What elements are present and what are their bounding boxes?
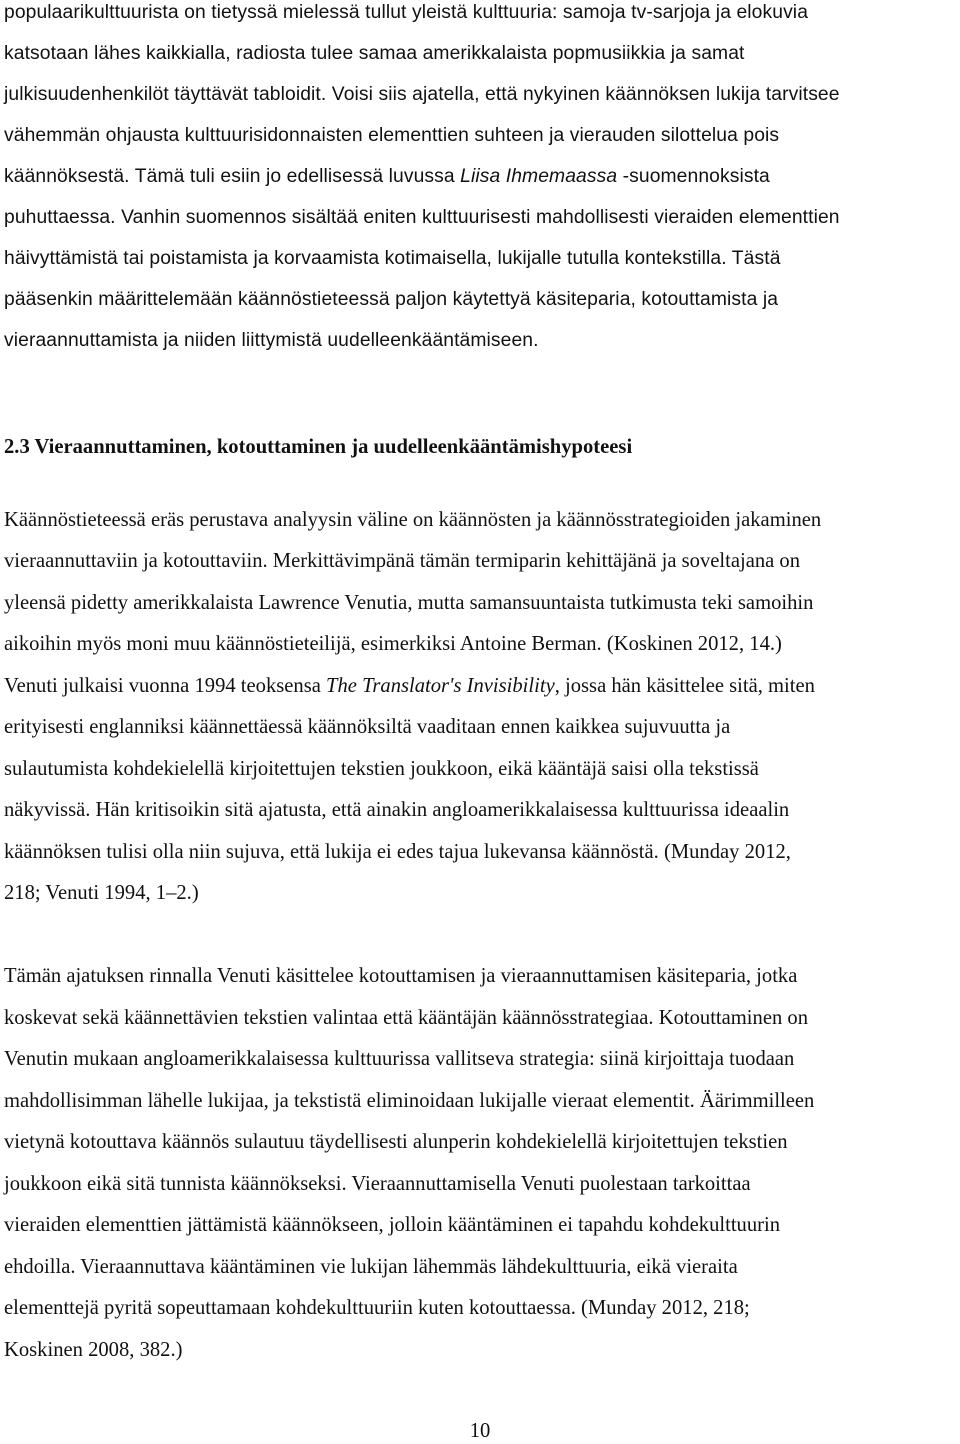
text-span: -suomennoksista: [617, 166, 770, 187]
text-line: koskevat sekä käännettävien tekstien valintaa että kääntäjän käännösstrategiaa. Kotouttaminen on: [4, 1007, 809, 1029]
text-line: yleensä pidetty amerikkalaista Lawrence Venutia, mutta samansuuntaista tutkimusta teki samoihin: [4, 592, 814, 614]
text-line: aikoihin myös moni muu käännöstieteilijä, esimerkiksi Antoine Berman. (Koskinen 2012, 14.): [4, 633, 782, 655]
book-title-italic: The Translator's Invisibility: [326, 675, 555, 697]
text-line: vieraannuttaviin ja kotouttaviin. Merkittävimpänä tämän termiparin kehittäjänä ja soveltajana on: [4, 550, 801, 572]
text-line: Koskinen 2008, 382.): [4, 1339, 183, 1361]
text-span: Venuti julkaisi vuonna 1994 teoksensa: [4, 675, 327, 697]
text-line: häivyttämistä tai poistamista ja korvaamista kotimaisella, lukijalle tutulla kontekstilla. Tästä: [4, 248, 781, 269]
text-line: [4, 673, 956, 699]
text-line: erityisesti englanniksi käännettäessä käännöksiltä vaaditaan ennen kaikkea sujuvuutta ja: [4, 716, 731, 738]
text-line: 218; Venuti 1994, 1–2.): [4, 882, 199, 904]
text-line: [4, 164, 956, 190]
text-line: vieraannuttamista ja niiden liittymistä uudelleenkääntämiseen.: [4, 330, 539, 351]
text-line: julkisuudenhenkilöt täyttävät tabloidit. Voisi siis ajatella, että nykyinen käännöksen lukija tarvitsee: [4, 84, 840, 105]
text-line: Venutin mukaan angloamerikkalaisessa kulttuurissa vallitseva strategia: siinä kirjoittaja tuodaan: [4, 1048, 795, 1070]
text-line: vietynä kotouttava käännös sulautuu täydellisesti alunperin kohdekielellä kirjoitettujen tekstien: [4, 1131, 788, 1153]
text-line: elementtejä pyritä sopeuttamaan kohdekulttuuriin kuten kotouttaessa. (Munday 2012, 218;: [4, 1297, 750, 1319]
text-line: vähemmän ohjausta kulttuurisidonnaisten elementtien suhteen ja vierauden silottelua pois: [4, 125, 780, 146]
text-line: joukkoon eikä sitä tunnista käännökseksi. Vieraannuttamisella Venuti puolestaan tarkoittaa: [4, 1173, 751, 1195]
book-title-italic: Liisa Ihmemaassa: [460, 166, 618, 187]
text-span: , jossa hän käsittelee sitä, miten: [554, 675, 815, 697]
text-line: sulautumista kohdekielellä kirjoitettujen tekstien joukkoon, eikä kääntäjä saisi olla tekstissä: [4, 758, 759, 780]
text-line: pääsenkin määrittelemään käännöstieteessä paljon käytettyä käsiteparia, kotouttamista ja: [4, 289, 779, 310]
text-line: mahdollisimman lähelle lukijaa, ja tekstistä eliminoidaan lukijalle vieraat elementit. Äärimmilleen: [4, 1090, 815, 1112]
text-line: vieraiden elementtien jättämistä käännökseen, jolloin kääntäminen ei tapahdu kohdekulttuurin: [4, 1214, 781, 1236]
text-line: populaarikulttuurista on tietyssä mielessä tullut yleistä kulttuuria: samoja tv-sarjoja ja elokuvia: [4, 2, 809, 23]
text-line: katsotaan lähes kaikkialla, radiosta tulee samaa amerikkalaista popmusiikkia ja samat: [4, 43, 745, 64]
text-line: ehdoilla. Vieraannuttava kääntäminen vie lukijan lähemmäs lähdekulttuuria, eikä vieraita: [4, 1256, 738, 1278]
page-number: 10: [469, 1420, 491, 1442]
text-line: Käännöstieteessä eräs perustava analyysin väline on käännösten ja käännösstrategioiden jakaminen: [4, 509, 822, 531]
text-line: näkyvissä. Hän kritisoikin sitä ajatusta, että ainakin angloamerikkalaisessa kulttuurissa ideaalin: [4, 799, 790, 821]
section-heading: 2.3 Vieraannuttaminen, kotouttaminen ja uudelleenkääntämishypoteesi: [4, 436, 633, 458]
text-line: puhuttaessa. Vanhin suomennos sisältää eniten kulttuurisesti mahdollisesti vieraiden elementtien: [4, 207, 840, 228]
text-span: käännöksestä. Tämä tuli esiin jo edellisessä luvussa: [4, 166, 461, 187]
text-line: Tämän ajatuksen rinnalla Venuti käsittelee kotouttamisen ja vieraannuttamisen käsiteparia, jotka: [4, 965, 798, 987]
text-line: käännöksen tulisi olla niin sujuva, että lukija ei edes tajua lukevansa käännöstä. (Munday 2012,: [4, 841, 791, 863]
